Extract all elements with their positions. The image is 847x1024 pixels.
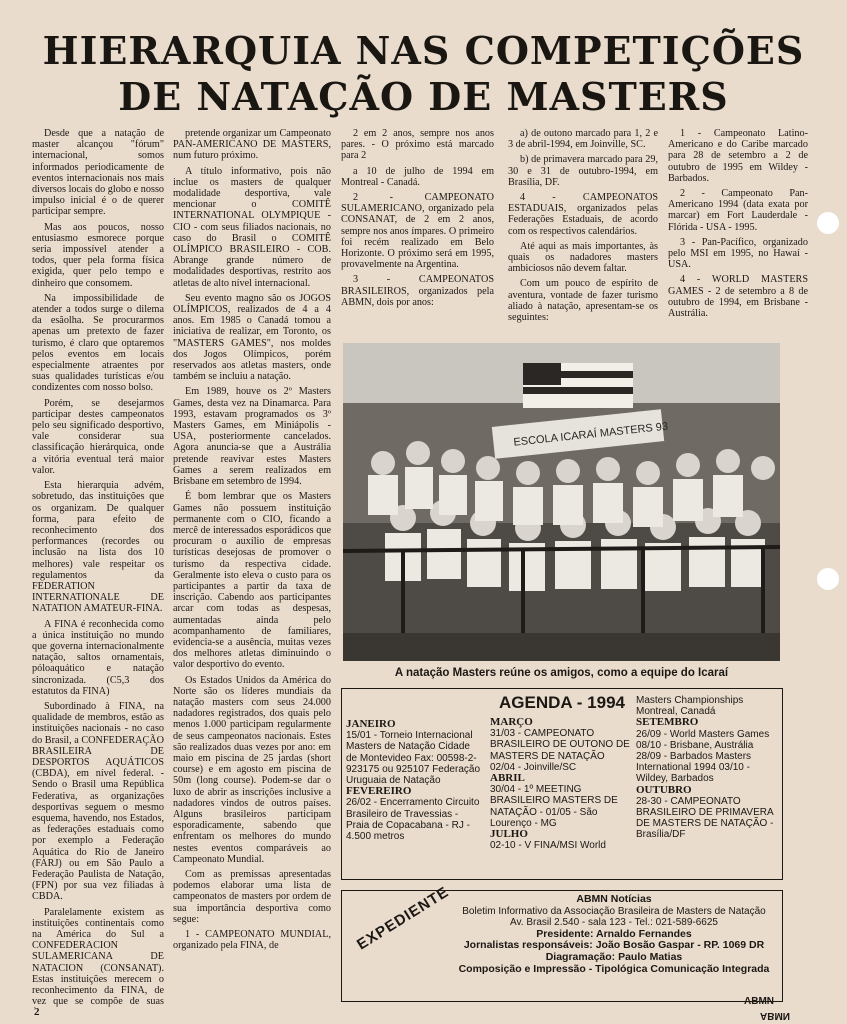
article-paragraph: 2 - CAMPEONATO SULAMERICANO, organizado pela CONSANAT, de 2 em 2 anos, sempre nos anos ímpares. O primeiro foi recém realizado em Belo Horizonte. O próximo será em 1995, provavelmente na Argentina. bbox=[341, 192, 494, 271]
article-paragraph: a 10 de julho de 1994 em Montreal - Canadá. bbox=[341, 165, 494, 188]
expediente-line-0: ABMN Notícias bbox=[576, 893, 652, 905]
agenda-event: 26/02 - Encerramento Circuito Brasileiro de Travessias - Praia de Copacabana - RJ - 4.500 metros bbox=[346, 797, 480, 843]
agenda-column-1 bbox=[346, 719, 482, 842]
headline-line-1: HIERARQUIA NAS COMPETIÇÕES bbox=[42, 28, 805, 73]
article-paragraph: 1 - Campeonato Latino-Americano e do Caribe marcado para 28 de setembro a 2 de outubro de 1995 em Wildey - Barbados. bbox=[668, 128, 808, 184]
agenda-event: 26/09 - World Masters Games 08/10 - Brisbane, Austrália 28/09 - Barbados Masters International 1994 03/10 - Wildey, Barbados bbox=[636, 728, 770, 785]
article-paragraph: 4 - WORLD MASTERS GAMES - 2 de setembro a 8 de outubro de 1994, em Brisbane - Austrália. bbox=[668, 274, 808, 320]
headline-line-2: DE NATAÇÃO DE MASTERS bbox=[118, 74, 729, 119]
article-paragraph: Com as premissas apresentadas podemos elaborar uma lista de campeonatos de masters por ordem de sua importância desportiva como segue: bbox=[173, 869, 331, 925]
expediente-line-1: Boletim Informativo da Associação Brasileira de Masters de Natação bbox=[462, 905, 766, 917]
team-banner: ESCOLA ICARAÍ MASTERS 93 bbox=[512, 420, 669, 449]
agenda-month: FEVEREIRO bbox=[346, 785, 412, 798]
article-paragraph: b) de primavera marcado para 29, 30 e 31 de outubro-1994, em Brasília, DF. bbox=[508, 154, 658, 188]
agenda-month: JULHO bbox=[490, 828, 528, 841]
agenda-event: 31/03 - CAMPEONATO BRASILEIRO DE OUTONO DE MASTERS DE NATAÇÃO 02/04 - Joinville/SC bbox=[490, 728, 630, 773]
article-column-5 bbox=[668, 128, 808, 336]
agenda-title: AGENDA - 1994 bbox=[499, 693, 625, 712]
article-paragraph: Os Estados Unidos da América do Norte são os líderes mundiais da natação masters com seus 24.000 nadadores registrados, dos quais pelo menos 1.000 participam regularmente de seus campeonatos nacionais. Estes são realizados duas vezes por ano: em maio em piscina de 25 jardas (short course) e em agosto em piscina de 50m (long course). Podem-se dar o luxo de abrir as inscrições inclusive a nadadores vindos de outros países. Alguns brasileiros participam esporadicamente, sabendo que enfrentam os melhores do mundo nestes eventos comparáveis ao Campeonato Mundial. bbox=[173, 674, 331, 865]
article-paragraph: É bom lembrar que os Masters Games não possuem instituição permanente com o CIO, ficando a mercê de interessados esporádicos que procuram o auxílio de empresas turísticas desejosas de promover o turismo da respectiva cidade. Geralmente isto eleva o custo para os participantes a partir da taxa de inscrição. Cabendo aos participantes arcar com todas as despesas, aumentadas ainda pelo acompanhamento de familiares, evidencia-se a ausência, muitas vezes dos melhores atletas diminuindo o valor desportivo do evento. bbox=[173, 491, 331, 671]
expediente-box bbox=[341, 883, 783, 1002]
agenda-month: JANEIRO bbox=[346, 718, 396, 730]
article-paragraph: Subordinado à FINA, na qualidade de membros, estão as instituições nacionais - no caso do Brasil, a CONFEDERAÇÃO BRASILEIRA DE DESPORTOS AQUÁTICOS (CBDA), em nível federal. - Sendo o Brasil uma República Federativa, as organizações desportivas seguem o mesmo esquema, havendo, nos Estados, as federações estaduais como por exemplo a Federação Aquática do Rio de Janeiro (FARJ) ou em São Paulo a Federação Paulista de Natação, (FPN) por sua vez filiadas à CBDA. bbox=[32, 700, 164, 903]
expediente-text bbox=[454, 894, 774, 975]
agenda-event: 15/01 - Torneio Internacional Masters de Natação Cidade de Montevideo Fax: 00598-2-923175 ou 925107 Federação Uruguaia de Natação bbox=[346, 730, 481, 787]
article-paragraph: 3 - Pan-Pacífico, organizado pelo MSI em 1995, no Hawaí - USA. bbox=[668, 236, 808, 271]
photo-caption: A natação Masters reúne os amigos, como a equipe do Icaraí bbox=[394, 667, 729, 679]
article-paragraph: 2 - Campeonato Pan-Americano 1994 (data exata por marcar) em Fort Lauderdale - Flórida - USA - 1995. bbox=[668, 188, 808, 233]
article-paragraph: Desde que a natação de master alcançou "fórum" internacional, somos informados periodicamente de eventos internacionais nos mais diversos locais do globo e nosso impulso inicial é o de querer participar sempre. bbox=[32, 128, 164, 218]
expediente-line-5: Diagramação: Paulo Matias bbox=[545, 950, 683, 963]
article-paragraph: Paralelamente existem as instituições continentais como na América do Sul a CONFEDERACION SULAMERICANA DE NATACION (CONSANAT). Estas instituições merecem o reconhecimento da FINA, de vez que se compõe de suas bbox=[32, 906, 164, 1008]
agenda-month: ABRIL bbox=[490, 772, 525, 785]
article-paragraph: Com um pouco de espírito de aventura, vontade de fazer turismo aliado à natação, apresentam-se os seguintes: bbox=[508, 278, 658, 324]
agenda-event: 28-30 - CAMPEONATO BRASILEIRO DE PRIMAVERA DE MASTERS DE NATAÇÃO - Brasília/DF bbox=[636, 795, 774, 841]
article-column-2 bbox=[173, 128, 331, 1008]
article-paragraph: 2 em 2 anos, sempre nos anos pares. - O próximo está marcado para 2 bbox=[341, 128, 494, 162]
article-paragraph: Seu evento magno são os JOGOS OLÍMPICOS, realizados de 4 a 4 anos. Em 1985 o Canadá tomou a iniciativa de realizar, em Toronto, os "MASTERS GAMES", nos moldes dos Jogos Olímpicos, porém reservados aos atletas masters, onde também se incluiu a natação. bbox=[173, 292, 331, 383]
expediente-line-3: Presidente: Arnaldo Fernandes bbox=[536, 927, 692, 940]
article-paragraph: Mas aos poucos, nosso entusiasmo esmorece porque seria impossível atender a todos, quer pela forma física exigida, quer pelo tempo e dinheiro que consomem. bbox=[32, 221, 164, 289]
page-number: 2 bbox=[34, 1006, 40, 1018]
agenda-box bbox=[341, 688, 783, 880]
headline bbox=[30, 28, 817, 120]
article-paragraph: A título informativo, pois não inclue os masters de qualquer modalidade desportiva, vale mencionar o COMITÊ INTERNATIONAL OLYMPIQUE - CIO - com seus filiados nacionais, no caso do Brasil o COMITÊ OLÍMPICO BRASILEIRO - COB. Abrange grande número de modalidades desportivas, restrito aos atletas de alto nível internacional. bbox=[173, 165, 331, 289]
binder-hole bbox=[817, 212, 839, 234]
agenda-month: MARÇO bbox=[490, 716, 533, 728]
article-column-4 bbox=[508, 128, 658, 336]
article-paragraph: 3 - CAMPEONATOS BRASILEIROS, organizados pela ABMN, dois por anos: bbox=[341, 274, 494, 308]
article-column-3 bbox=[341, 128, 494, 336]
article-paragraph: a) de outono marcado para 1, 2 e 3 de abril-1994, em Joinville, SC. bbox=[508, 128, 658, 151]
article-paragraph: A FINA é reconhecida como a única instituição no mundo que governa internacionalmente natação, saltos ornamentais, póloaquático e natação sincronizada. (C5,3 dos estatutos da FINA) bbox=[32, 618, 164, 697]
binder-hole bbox=[817, 568, 839, 590]
agenda-month: SETEMBRO bbox=[636, 716, 699, 729]
expediente-line-6: Composição e Impressão - Tipológica Comunicação Integrada bbox=[458, 962, 770, 975]
expediente-line-2: Av. Brasil 2.540 - sala 123 - Tel.: 021-589-6625 bbox=[510, 917, 718, 929]
agenda-event: 30/04 - 1º MEETING BRASILEIRO MASTERS DE NATAÇÃO - 01/05 - São Lourenço - MG bbox=[490, 784, 618, 829]
article-paragraph: Porém, se desejarmos participar destes campeonatos pelo seu significado desportivo, vale considerar sua classificação hierárquica, onde a vitória eventual terá maior valor. bbox=[32, 397, 164, 476]
agenda-month: OUTUBRO bbox=[636, 783, 692, 796]
article-paragraph: 1 - CAMPEONATO MUNDIAL, organizado pela FINA, de bbox=[173, 929, 331, 952]
expediente-label: EXPEDIENTE bbox=[354, 883, 453, 954]
article-paragraph: pretende organizar um Campeonato PAN-AMERICANO DE MASTERS, num futuro próximo. bbox=[173, 128, 331, 162]
agenda-event: Masters Championships Montreal, Canadá bbox=[636, 695, 744, 718]
article-paragraph: Em 1989, houve os 2º Masters Games, desta vez na Dinamarca. Para 1993, estavam programados os 3º Masters Games, em Miniápolis - USA, posteriormente cancelados. Agora anuncia-se que a Austrália pretende reavivar estes Masters Games a serem realizados em Brisbane em setembro de 1994. bbox=[173, 386, 331, 488]
team-photo-image bbox=[343, 343, 780, 661]
expediente-line-4: Jornalistas responsáveis: João Bosão Gaspar - RP. 1069 DR bbox=[463, 939, 765, 952]
article-paragraph: 4 - CAMPEONATOS ESTADUAIS, organizados pelas Federações Estaduais, de acordo com os respectivos calendários. bbox=[508, 192, 658, 237]
agenda-column-3 bbox=[636, 695, 778, 841]
article-paragraph: Esta hierarquia advém, sobretudo, das instituições que os organizam. De qualquer forma, para efeito de reconhecimento dos performances (recordes ou inclusão na lista dos 10 melhores) vale respeitar os regulamentos da FEDERATION INTERNATIONALE DE NATATION AMATEUR-FINA. bbox=[32, 480, 164, 615]
agenda-column-2 bbox=[490, 717, 630, 851]
team-photo bbox=[343, 343, 780, 661]
footer-mirror-brand: ABMN bbox=[760, 1010, 790, 1021]
agenda-event: 02-10 - V FINA/MSI World bbox=[490, 840, 606, 852]
article-paragraph: Até aqui as mais importantes, às quais os nadadores masters ambiciosos não devem faltar. bbox=[508, 240, 658, 275]
article-column-1 bbox=[32, 128, 164, 1008]
footer-brand: ABMN bbox=[744, 996, 774, 1007]
article-paragraph: Na impossibilidade de atender a todos surge o dilema da esãolha. Se procurarmos apenas um pretexto de fazer turismo, é claro que optaremos pelos eventos em locais especialmente atraentes por suas qualidades turísticas e/ou condizentes com nosso bolso. bbox=[32, 292, 164, 394]
